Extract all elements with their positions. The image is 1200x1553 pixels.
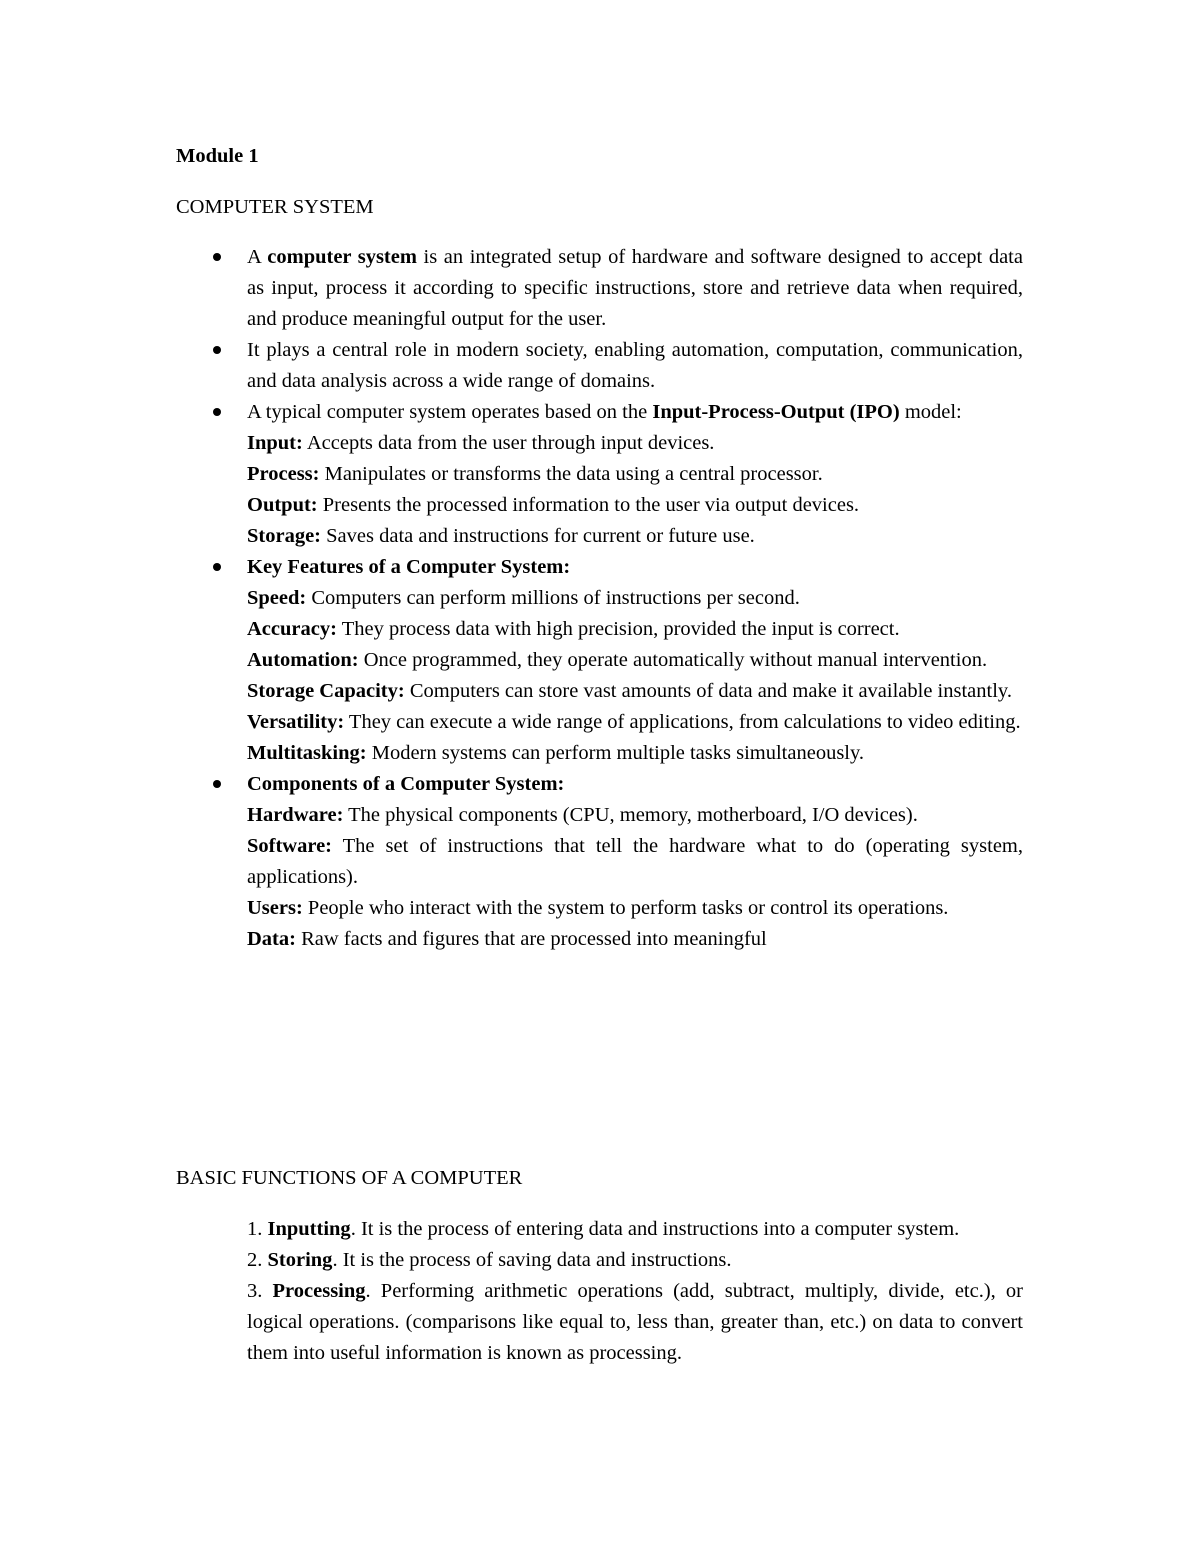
term-description: Computers can perform millions of instructions per second.	[306, 587, 800, 609]
component-item-software	[247, 831, 1023, 893]
function-term: Inputting	[267, 1218, 351, 1240]
function-description: . It is the process of entering data and instructions into a computer system.	[350, 1218, 960, 1240]
bullet-bold-term: Input-Process-Output (IPO)	[652, 401, 900, 423]
bullet-dot-icon	[213, 780, 221, 788]
component-item-data	[247, 924, 1023, 955]
term-description: They process data with high precision, provided the input is correct.	[336, 618, 900, 640]
bullet-text: model:	[899, 401, 962, 423]
function-term: Storing	[267, 1249, 333, 1271]
ipo-item-process	[247, 459, 1023, 490]
term-description: Saves data and instructions for current or future use.	[321, 525, 755, 547]
function-item-storing	[247, 1245, 1023, 1276]
basic-functions-list	[247, 1214, 1023, 1369]
term-description: Raw facts and figures that are processed into meaningful	[295, 928, 767, 950]
bullet-item-key-features	[176, 552, 1023, 769]
term-label: Storage:	[247, 525, 322, 547]
function-number: 1.	[247, 1218, 268, 1240]
term-label: Software:	[247, 835, 333, 857]
bullet-dot-icon	[213, 253, 221, 261]
term-label: Hardware:	[247, 804, 344, 826]
ipo-item-input	[247, 428, 1023, 459]
term-label: Process:	[247, 463, 320, 485]
bullet-text: is an integrated setup of hardware and software designed to accept data as input, process it according to specific instructions, store and retrieve data when required, and produce meaningful output for the user.	[247, 246, 1023, 330]
function-description: . Performing arithmetic operations (add, subtract, multiply, divide, etc.), or logical operations. (comparisons like equal to, less than, greater than, etc.) on data to convert them into useful information is known as processing.	[247, 1280, 1023, 1364]
function-number: 2.	[247, 1249, 268, 1271]
bullet-item-components	[176, 769, 1023, 955]
function-number: 3.	[247, 1280, 273, 1302]
feature-item-speed	[247, 583, 1023, 614]
component-item-users	[247, 893, 1023, 924]
term-label: Users:	[247, 897, 303, 919]
term-description: Modern systems can perform multiple tasks simultaneously.	[366, 742, 865, 764]
ipo-item-storage	[247, 521, 1023, 552]
component-item-hardware	[247, 800, 1023, 831]
term-label: Data:	[247, 928, 296, 950]
bullet-text: A typical computer system operates based on the	[247, 401, 653, 423]
function-item-processing	[247, 1276, 1023, 1369]
bullet-item-ipo-model	[176, 397, 1023, 552]
term-label: Automation:	[247, 649, 359, 671]
feature-item-automation	[247, 645, 1023, 676]
term-label: Input:	[247, 432, 303, 454]
function-term: Processing	[272, 1280, 366, 1302]
computer-system-bullet-list	[176, 242, 1023, 955]
function-item-inputting	[247, 1214, 1023, 1245]
bullet-dot-icon	[213, 563, 221, 571]
bullet-paragraph	[247, 397, 1023, 428]
term-label: Storage Capacity:	[247, 680, 405, 702]
bullet-text: It plays a central role in modern society, enabling automation, computation, communication, and data analysis across a wide range of domains.	[247, 339, 1023, 392]
term-label: Multitasking:	[247, 742, 367, 764]
term-label: Accuracy:	[247, 618, 337, 640]
section-title-computer-system: COMPUTER SYSTEM	[176, 196, 374, 218]
term-description: Manipulates or transforms the data using a central processor.	[319, 463, 823, 485]
section-title-basic-functions: BASIC FUNCTIONS OF A COMPUTER	[176, 1167, 523, 1189]
feature-item-accuracy	[247, 614, 1023, 645]
term-description: They can execute a wide range of applications, from calculations to video editing.	[344, 711, 1021, 733]
term-description: The set of instructions that tell the hardware what to do (operating system, applications).	[247, 835, 1023, 888]
bullet-bold-term: computer system	[267, 246, 417, 268]
term-description: Accepts data from the user through input devices.	[302, 432, 715, 454]
bullet-item-definition	[176, 242, 1023, 335]
feature-item-versatility	[247, 707, 1023, 738]
feature-item-storage-capacity	[247, 676, 1023, 707]
ipo-item-output	[247, 490, 1023, 521]
bullet-heading: Components of a Computer System:	[247, 773, 565, 795]
term-description: Computers can store vast amounts of data and make it available instantly.	[404, 680, 1012, 702]
bullet-text: A	[247, 246, 268, 268]
term-description: Presents the processed information to the user via output devices.	[317, 494, 860, 516]
function-description: . It is the process of saving data and instructions.	[332, 1249, 732, 1271]
module-title: Module 1	[176, 145, 259, 167]
term-description: The physical components (CPU, memory, motherboard, I/O devices).	[343, 804, 918, 826]
term-description: People who interact with the system to perform tasks or control its operations.	[302, 897, 949, 919]
term-label: Output:	[247, 494, 318, 516]
term-description: Once programmed, they operate automatically without manual intervention.	[358, 649, 988, 671]
term-label: Versatility:	[247, 711, 345, 733]
term-label: Speed:	[247, 587, 307, 609]
bullet-heading: Key Features of a Computer System:	[247, 556, 571, 578]
feature-item-multitasking	[247, 738, 1023, 769]
bullet-dot-icon	[213, 346, 221, 354]
bullet-paragraph	[247, 242, 1023, 335]
bullet-dot-icon	[213, 408, 221, 416]
bullet-item-role	[176, 335, 1023, 397]
